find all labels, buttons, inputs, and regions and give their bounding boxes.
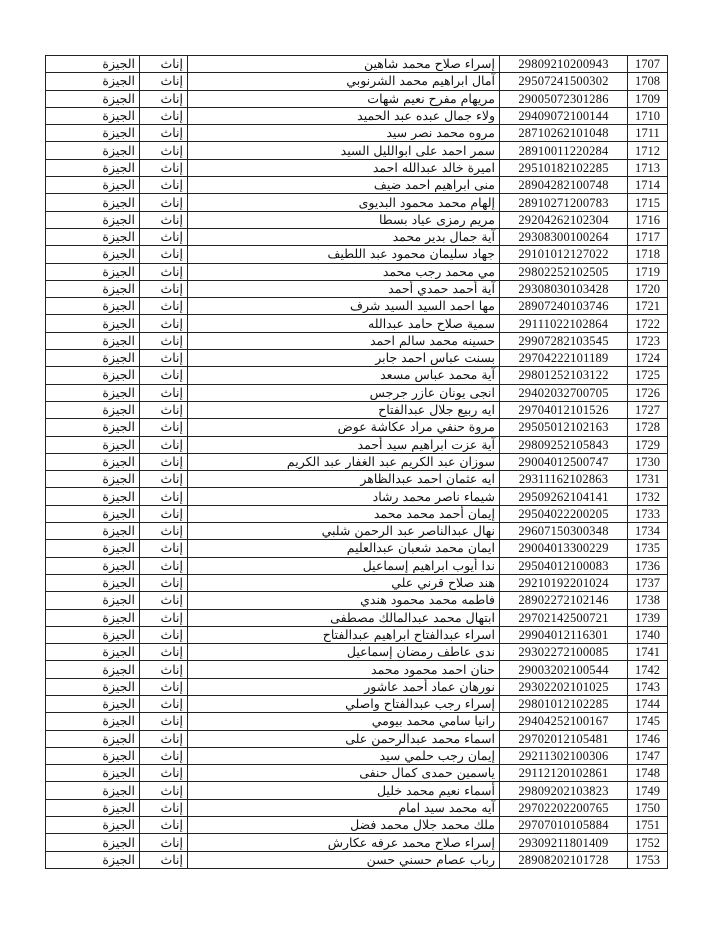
gender-cell: إناث	[140, 367, 188, 384]
national-id-cell: 29302202101025	[500, 678, 628, 695]
name-cell: سمية صلاح حامد عبدالله	[188, 315, 500, 332]
name-cell: آية جمال بدير محمد	[188, 228, 500, 245]
name-cell: بسنت عباس احمد جابر	[188, 350, 500, 367]
governorate-cell: الجيزة	[46, 159, 140, 176]
name-cell: إسراء صلاح محمد شاهين	[188, 56, 500, 73]
table-row	[46, 142, 668, 159]
governorate-cell: الجيزة	[46, 678, 140, 695]
serial-number-cell: 1711	[628, 125, 668, 142]
gender-cell: إناث	[140, 73, 188, 90]
national-id-cell: 29801252103122	[500, 367, 628, 384]
gender-cell: إناث	[140, 142, 188, 159]
governorate-cell: الجيزة	[46, 419, 140, 436]
serial-number-cell: 1720	[628, 280, 668, 297]
table-row	[46, 246, 668, 263]
governorate-cell: الجيزة	[46, 90, 140, 107]
national-id-cell: 29308300100264	[500, 228, 628, 245]
name-cell: إسراء رجب عبدالفتاح واصلي	[188, 695, 500, 712]
governorate-cell: الجيزة	[46, 332, 140, 349]
serial-number-cell: 1722	[628, 315, 668, 332]
table-row	[46, 782, 668, 799]
gender-cell: إناث	[140, 332, 188, 349]
national-id-cell: 29801012102285	[500, 695, 628, 712]
national-id-cell: 28908202101728	[500, 851, 628, 868]
national-id-cell: 29809210200943	[500, 56, 628, 73]
gender-cell: إناث	[140, 107, 188, 124]
governorate-cell: الجيزة	[46, 315, 140, 332]
serial-number-cell: 1745	[628, 713, 668, 730]
serial-number-cell: 1716	[628, 211, 668, 228]
national-id-cell: 29907282103545	[500, 332, 628, 349]
table-row	[46, 626, 668, 643]
national-id-cell: 29802252102505	[500, 263, 628, 280]
governorate-cell: الجيزة	[46, 834, 140, 851]
serial-number-cell: 1748	[628, 765, 668, 782]
governorate-cell: الجيزة	[46, 644, 140, 661]
name-cell: مريهام مفرح نعيم شهات	[188, 90, 500, 107]
gender-cell: إناث	[140, 765, 188, 782]
gender-cell: إناث	[140, 471, 188, 488]
governorate-cell: الجيزة	[46, 142, 140, 159]
gender-cell: إناث	[140, 592, 188, 609]
national-id-cell: 29702142500721	[500, 609, 628, 626]
table-row	[46, 125, 668, 142]
national-id-cell: 28904282100748	[500, 177, 628, 194]
serial-number-cell: 1729	[628, 436, 668, 453]
governorate-cell: الجيزة	[46, 765, 140, 782]
table-row	[46, 315, 668, 332]
national-id-cell: 29702202200765	[500, 799, 628, 816]
gender-cell: إناث	[140, 523, 188, 540]
name-cell: رانيا سامي محمد بيومي	[188, 713, 500, 730]
serial-number-cell: 1721	[628, 298, 668, 315]
name-cell: آمال ابراهيم محمد الشرنوبي	[188, 73, 500, 90]
serial-number-cell: 1742	[628, 661, 668, 678]
governorate-cell: الجيزة	[46, 177, 140, 194]
table-row	[46, 765, 668, 782]
table-row	[46, 159, 668, 176]
table-row	[46, 644, 668, 661]
gender-cell: إناث	[140, 246, 188, 263]
table-row	[46, 56, 668, 73]
table-row	[46, 73, 668, 90]
national-id-cell: 29509262104141	[500, 488, 628, 505]
serial-number-cell: 1746	[628, 730, 668, 747]
gender-cell: إناث	[140, 159, 188, 176]
national-id-cell: 29210192201024	[500, 574, 628, 591]
national-id-cell: 29504022200205	[500, 505, 628, 522]
name-cell: ولاء جمال عبده عبد الحميد	[188, 107, 500, 124]
name-cell: أسماء نعيم محمد خليل	[188, 782, 500, 799]
governorate-cell: الجيزة	[46, 367, 140, 384]
serial-number-cell: 1727	[628, 401, 668, 418]
serial-number-cell: 1725	[628, 367, 668, 384]
serial-number-cell: 1724	[628, 350, 668, 367]
gender-cell: إناث	[140, 730, 188, 747]
table-row	[46, 436, 668, 453]
governorate-cell: الجيزة	[46, 851, 140, 868]
national-id-cell: 29505012102163	[500, 419, 628, 436]
governorate-cell: الجيزة	[46, 211, 140, 228]
national-id-cell: 29404252100167	[500, 713, 628, 730]
serial-number-cell: 1731	[628, 471, 668, 488]
serial-number-cell: 1736	[628, 557, 668, 574]
governorate-cell: الجيزة	[46, 246, 140, 263]
gender-cell: إناث	[140, 298, 188, 315]
governorate-cell: الجيزة	[46, 56, 140, 73]
governorate-cell: الجيزة	[46, 713, 140, 730]
governorate-cell: الجيزة	[46, 505, 140, 522]
governorate-cell: الجيزة	[46, 540, 140, 557]
name-cell: سمر احمد على ابوالليل السيد	[188, 142, 500, 159]
name-cell: حنان احمد محمود محمد	[188, 661, 500, 678]
name-cell: إيمان أحمد محمد محمد	[188, 505, 500, 522]
gender-cell: إناث	[140, 436, 188, 453]
gender-cell: إناث	[140, 713, 188, 730]
national-id-cell: 29311162102863	[500, 471, 628, 488]
serial-number-cell: 1747	[628, 747, 668, 764]
gender-cell: إناث	[140, 574, 188, 591]
serial-number-cell: 1734	[628, 523, 668, 540]
national-id-cell: 29809252105843	[500, 436, 628, 453]
name-cell: انجى يونان عازر جرجس	[188, 384, 500, 401]
name-cell: اميرة خالد عبدالله احمد	[188, 159, 500, 176]
national-id-cell: 29809202103823	[500, 782, 628, 799]
national-id-cell: 29112120102861	[500, 765, 628, 782]
roster-sheet	[45, 55, 667, 869]
name-cell: آية محمد عباس مسعد	[188, 367, 500, 384]
governorate-cell: الجيزة	[46, 436, 140, 453]
national-id-cell: 29308030103428	[500, 280, 628, 297]
table-row	[46, 747, 668, 764]
gender-cell: إناث	[140, 211, 188, 228]
serial-number-cell: 1743	[628, 678, 668, 695]
name-cell: مروة حنفي مراد عكاشة عوض	[188, 419, 500, 436]
serial-number-cell: 1751	[628, 817, 668, 834]
national-id-cell: 29409072100144	[500, 107, 628, 124]
serial-number-cell: 1712	[628, 142, 668, 159]
gender-cell: إناث	[140, 626, 188, 643]
name-cell: إيمان رجب حلمي سيد	[188, 747, 500, 764]
national-id-cell: 29504012100083	[500, 557, 628, 574]
name-cell: مها احمد السيد السيد شرف	[188, 298, 500, 315]
governorate-cell: الجيزة	[46, 592, 140, 609]
table-row	[46, 280, 668, 297]
name-cell: ملك محمد جلال محمد فضل	[188, 817, 500, 834]
serial-number-cell: 1752	[628, 834, 668, 851]
name-cell: جهاد سليمان محمود عبد اللطيف	[188, 246, 500, 263]
serial-number-cell: 1707	[628, 56, 668, 73]
table-row	[46, 678, 668, 695]
name-cell: نورهان عماد أحمد عاشور	[188, 678, 500, 695]
governorate-cell: الجيزة	[46, 799, 140, 816]
national-id-cell: 29111022102864	[500, 315, 628, 332]
governorate-cell: الجيزة	[46, 747, 140, 764]
gender-cell: إناث	[140, 834, 188, 851]
governorate-cell: الجيزة	[46, 471, 140, 488]
gender-cell: إناث	[140, 177, 188, 194]
name-cell: مي محمد رجب محمد	[188, 263, 500, 280]
serial-number-cell: 1713	[628, 159, 668, 176]
name-cell: حسينه محمد سالم احمد	[188, 332, 500, 349]
name-cell: هند صلاح قرني علي	[188, 574, 500, 591]
gender-cell: إناث	[140, 56, 188, 73]
national-id-cell: 28902272102146	[500, 592, 628, 609]
gender-cell: إناث	[140, 419, 188, 436]
governorate-cell: الجيزة	[46, 384, 140, 401]
serial-number-cell: 1732	[628, 488, 668, 505]
national-id-cell: 29510182102285	[500, 159, 628, 176]
name-cell: إسراء صلاح محمد عرفه عكارش	[188, 834, 500, 851]
national-id-cell: 28907240103746	[500, 298, 628, 315]
serial-number-cell: 1738	[628, 592, 668, 609]
gender-cell: إناث	[140, 263, 188, 280]
governorate-cell: الجيزة	[46, 107, 140, 124]
table-row	[46, 228, 668, 245]
table-row	[46, 263, 668, 280]
gender-cell: إناث	[140, 661, 188, 678]
national-id-cell: 29904012116301	[500, 626, 628, 643]
name-cell: اسراء عبدالفتاح ابراهيم عبدالفتاح	[188, 626, 500, 643]
name-cell: ياسمين حمدى كمال حنفى	[188, 765, 500, 782]
name-cell: ابتهال محمد عبدالمالك مصطفى	[188, 609, 500, 626]
gender-cell: إناث	[140, 678, 188, 695]
roster-body	[46, 56, 668, 869]
table-row	[46, 419, 668, 436]
governorate-cell: الجيزة	[46, 488, 140, 505]
national-id-cell: 29004012500747	[500, 453, 628, 470]
table-row	[46, 177, 668, 194]
governorate-cell: الجيزة	[46, 125, 140, 142]
national-id-cell: 28910011220284	[500, 142, 628, 159]
table-row	[46, 799, 668, 816]
serial-number-cell: 1708	[628, 73, 668, 90]
serial-number-cell: 1723	[628, 332, 668, 349]
gender-cell: إناث	[140, 557, 188, 574]
governorate-cell: الجيزة	[46, 782, 140, 799]
governorate-cell: الجيزة	[46, 557, 140, 574]
national-id-cell: 28710262101048	[500, 125, 628, 142]
name-cell: نهال عبدالناصر عبد الرحمن شلبي	[188, 523, 500, 540]
serial-number-cell: 1740	[628, 626, 668, 643]
table-row	[46, 540, 668, 557]
governorate-cell: الجيزة	[46, 73, 140, 90]
governorate-cell: الجيزة	[46, 695, 140, 712]
gender-cell: إناث	[140, 644, 188, 661]
governorate-cell: الجيزة	[46, 817, 140, 834]
serial-number-cell: 1714	[628, 177, 668, 194]
national-id-cell: 29004013300229	[500, 540, 628, 557]
national-id-cell: 28910271200783	[500, 194, 628, 211]
governorate-cell: الجيزة	[46, 574, 140, 591]
gender-cell: إناث	[140, 488, 188, 505]
serial-number-cell: 1718	[628, 246, 668, 263]
gender-cell: إناث	[140, 799, 188, 816]
serial-number-cell: 1735	[628, 540, 668, 557]
gender-cell: إناث	[140, 782, 188, 799]
name-cell: مروه محمد نصر سيد	[188, 125, 500, 142]
serial-number-cell: 1741	[628, 644, 668, 661]
table-row	[46, 90, 668, 107]
name-cell: منى ابراهيم احمد ضيف	[188, 177, 500, 194]
table-row	[46, 557, 668, 574]
serial-number-cell: 1730	[628, 453, 668, 470]
serial-number-cell: 1749	[628, 782, 668, 799]
name-cell: ندا أيوب ابراهيم إسماعيل	[188, 557, 500, 574]
gender-cell: إناث	[140, 695, 188, 712]
national-id-cell: 29607150300348	[500, 523, 628, 540]
national-id-cell: 29402032700705	[500, 384, 628, 401]
gender-cell: إناث	[140, 401, 188, 418]
governorate-cell: الجيزة	[46, 298, 140, 315]
table-row	[46, 713, 668, 730]
serial-number-cell: 1739	[628, 609, 668, 626]
gender-cell: إناث	[140, 540, 188, 557]
serial-number-cell: 1733	[628, 505, 668, 522]
table-row	[46, 609, 668, 626]
name-cell: ايه ربيع جلال عبدالفتاح	[188, 401, 500, 418]
table-row	[46, 488, 668, 505]
gender-cell: إناث	[140, 851, 188, 868]
serial-number-cell: 1744	[628, 695, 668, 712]
national-id-cell: 29309211801409	[500, 834, 628, 851]
table-row	[46, 851, 668, 868]
name-cell: شيماء ناصر محمد رشاد	[188, 488, 500, 505]
national-id-cell: 29704222101189	[500, 350, 628, 367]
governorate-cell: الجيزة	[46, 609, 140, 626]
serial-number-cell: 1753	[628, 851, 668, 868]
governorate-cell: الجيزة	[46, 280, 140, 297]
table-row	[46, 211, 668, 228]
table-row	[46, 107, 668, 124]
serial-number-cell: 1737	[628, 574, 668, 591]
serial-number-cell: 1726	[628, 384, 668, 401]
name-cell: آية أحمد حمدي أحمد	[188, 280, 500, 297]
name-cell: سوزان عبد الكريم عبد الغفار عبد الكريم	[188, 453, 500, 470]
governorate-cell: الجيزة	[46, 523, 140, 540]
governorate-cell: الجيزة	[46, 228, 140, 245]
national-id-cell: 29211302100306	[500, 747, 628, 764]
name-cell: رباب عصام حسني حسن	[188, 851, 500, 868]
table-row	[46, 298, 668, 315]
governorate-cell: الجيزة	[46, 661, 140, 678]
table-row	[46, 661, 668, 678]
table-row	[46, 384, 668, 401]
national-id-cell: 29005072301286	[500, 90, 628, 107]
national-id-cell: 29702012105481	[500, 730, 628, 747]
gender-cell: إناث	[140, 194, 188, 211]
name-cell: إلهام محمد محمود البديوى	[188, 194, 500, 211]
governorate-cell: الجيزة	[46, 626, 140, 643]
table-row	[46, 401, 668, 418]
gender-cell: إناث	[140, 125, 188, 142]
table-row	[46, 574, 668, 591]
gender-cell: إناث	[140, 453, 188, 470]
name-cell: ندى عاطف رمضان إسماعيل	[188, 644, 500, 661]
national-id-cell: 29704012101526	[500, 401, 628, 418]
table-row	[46, 523, 668, 540]
gender-cell: إناث	[140, 505, 188, 522]
serial-number-cell: 1728	[628, 419, 668, 436]
serial-number-cell: 1715	[628, 194, 668, 211]
serial-number-cell: 1709	[628, 90, 668, 107]
gender-cell: إناث	[140, 280, 188, 297]
gender-cell: إناث	[140, 817, 188, 834]
serial-number-cell: 1710	[628, 107, 668, 124]
roster-table	[45, 55, 668, 869]
name-cell: فاطمه محمد محمود هندي	[188, 592, 500, 609]
table-row	[46, 332, 668, 349]
serial-number-cell: 1717	[628, 228, 668, 245]
gender-cell: إناث	[140, 747, 188, 764]
table-row	[46, 453, 668, 470]
table-row	[46, 592, 668, 609]
national-id-cell: 29507241500302	[500, 73, 628, 90]
gender-cell: إناث	[140, 90, 188, 107]
table-row	[46, 367, 668, 384]
table-row	[46, 834, 668, 851]
name-cell: ايه عثمان احمد عبدالظاهر	[188, 471, 500, 488]
serial-number-cell: 1750	[628, 799, 668, 816]
table-row	[46, 471, 668, 488]
name-cell: مريم رمزى عياد بسطا	[188, 211, 500, 228]
gender-cell: إناث	[140, 228, 188, 245]
name-cell: اسماء محمد عبدالرحمن على	[188, 730, 500, 747]
table-row	[46, 505, 668, 522]
gender-cell: إناث	[140, 350, 188, 367]
table-row	[46, 817, 668, 834]
governorate-cell: الجيزة	[46, 401, 140, 418]
governorate-cell: الجيزة	[46, 350, 140, 367]
name-cell: آية عزت ابراهيم سيد أحمد	[188, 436, 500, 453]
national-id-cell: 29003202100544	[500, 661, 628, 678]
national-id-cell: 29302272100085	[500, 644, 628, 661]
table-row	[46, 194, 668, 211]
governorate-cell: الجيزة	[46, 263, 140, 280]
table-row	[46, 350, 668, 367]
gender-cell: إناث	[140, 609, 188, 626]
gender-cell: إناث	[140, 384, 188, 401]
table-row	[46, 695, 668, 712]
national-id-cell: 29101012127022	[500, 246, 628, 263]
governorate-cell: الجيزة	[46, 730, 140, 747]
serial-number-cell: 1719	[628, 263, 668, 280]
national-id-cell: 29204262102304	[500, 211, 628, 228]
governorate-cell: الجيزة	[46, 194, 140, 211]
governorate-cell: الجيزة	[46, 453, 140, 470]
name-cell: ايمان محمد شعبان عبدالعليم	[188, 540, 500, 557]
name-cell: آيه محمد سيد امام	[188, 799, 500, 816]
national-id-cell: 29707010105884	[500, 817, 628, 834]
gender-cell: إناث	[140, 315, 188, 332]
table-row	[46, 730, 668, 747]
